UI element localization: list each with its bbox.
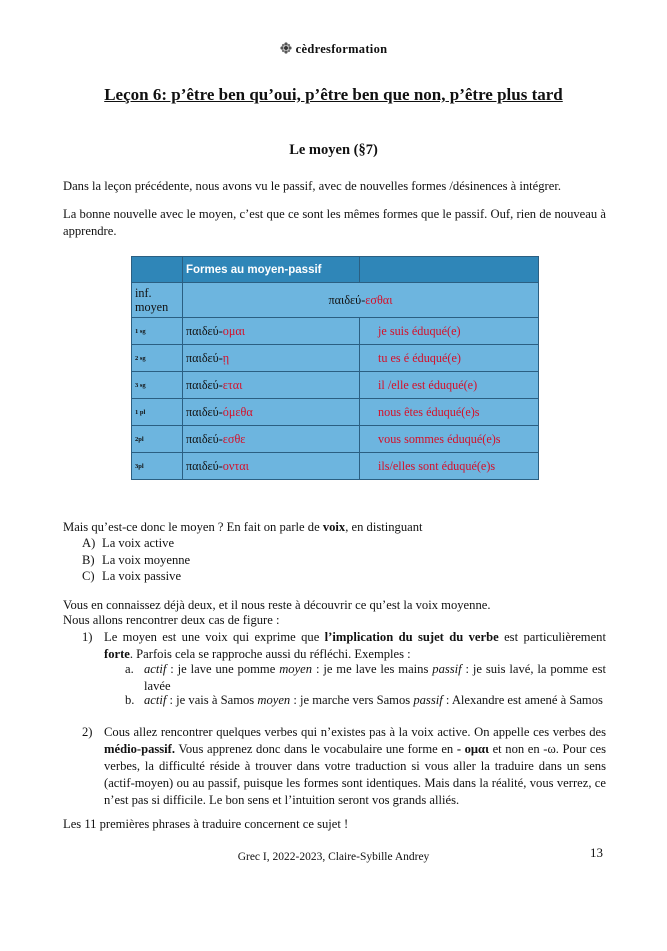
- table-row-infinitive: [132, 283, 539, 318]
- table-row: [132, 426, 539, 453]
- translation-cell: ils/elles sont éduqué(e)s: [360, 453, 539, 480]
- inf-form: παιδεύ-εσθαι: [183, 283, 539, 318]
- intro-paragraph-2: La bonne nouvelle avec le moyen, c’est que ce sont les mêmes formes que le passif. Ouf, rien de nouveau à apprendre.: [63, 207, 606, 238]
- person-label: 2pl: [132, 426, 183, 453]
- cas-line-1: Vous en connaissez déjà deux, et il nous reste à découvrir ce qu’est la voix moyenne.: [63, 598, 491, 612]
- translation-cell: nous êtes éduqué(e)s: [360, 399, 539, 426]
- person-label: 3 sg: [132, 372, 183, 399]
- translation-cell: tu es é éduqué(e): [360, 345, 539, 372]
- table-header-empty-2: [360, 257, 539, 283]
- person-label: 1 sg: [132, 318, 183, 345]
- page-title: Leçon 6: p’être ben qu’oui, p’être ben que non, p’être plus tard: [104, 85, 563, 104]
- form-cell: παιδεύ-εται: [183, 372, 360, 399]
- intro-paragraph-1: Dans la leçon précédente, nous avons vu le passif, avec de nouvelles formes /désinences à intégrer.: [63, 179, 561, 193]
- table-row: [132, 372, 539, 399]
- cas-line-2: Nous allons rencontrer deux cas de figure :: [63, 613, 280, 627]
- translation-cell: vous sommes éduqué(e)s: [360, 426, 539, 453]
- flower-icon: [280, 42, 292, 54]
- page-number: 13: [590, 845, 603, 860]
- inf-label: inf. moyen: [132, 283, 183, 318]
- list-item: A) La voix active: [82, 536, 175, 550]
- voix-list: [82, 535, 190, 585]
- table-header-label: Formes au moyen-passif: [183, 257, 360, 283]
- person-label: 1 pl: [132, 399, 183, 426]
- section-title: Le moyen (§7): [289, 142, 378, 158]
- table-row: [132, 453, 539, 480]
- form-cell: παιδεύ-όμεθα: [183, 399, 360, 426]
- form-cell: παιδεύ-εσθε: [183, 426, 360, 453]
- table-header-empty: [132, 257, 183, 283]
- form-cell: παιδεύ-ομαι: [183, 318, 360, 345]
- translation-cell: je suis éduqué(e): [360, 318, 539, 345]
- translation-cell: il /elle est éduqué(e): [360, 372, 539, 399]
- table-row: [132, 399, 539, 426]
- list-item: B) La voix moyenne: [82, 552, 191, 567]
- table-row: [132, 345, 539, 372]
- list-item: C) La voix passive: [82, 569, 182, 583]
- form-cell: παιδεύ-ονται: [183, 453, 360, 480]
- form-cell: παιδεύ-ῃ: [183, 345, 360, 372]
- table-row: [132, 318, 539, 345]
- logo-text: cèdresformation: [295, 42, 388, 56]
- person-label: 2 sg: [132, 345, 183, 372]
- logo: [0, 42, 667, 57]
- conjugation-table: [131, 256, 539, 480]
- voix-intro: Mais qu’est-ce donc le moyen ? En fait on parle de voix, en distinguant: [63, 520, 423, 534]
- closing-line: Les 11 premières phrases à traduire concernent ce sujet !: [63, 817, 349, 831]
- table-header-row: [132, 257, 539, 283]
- footer-text: Grec I, 2022-2023, Claire-Sybille Andrey: [237, 851, 430, 863]
- person-label: 3pl: [132, 453, 183, 480]
